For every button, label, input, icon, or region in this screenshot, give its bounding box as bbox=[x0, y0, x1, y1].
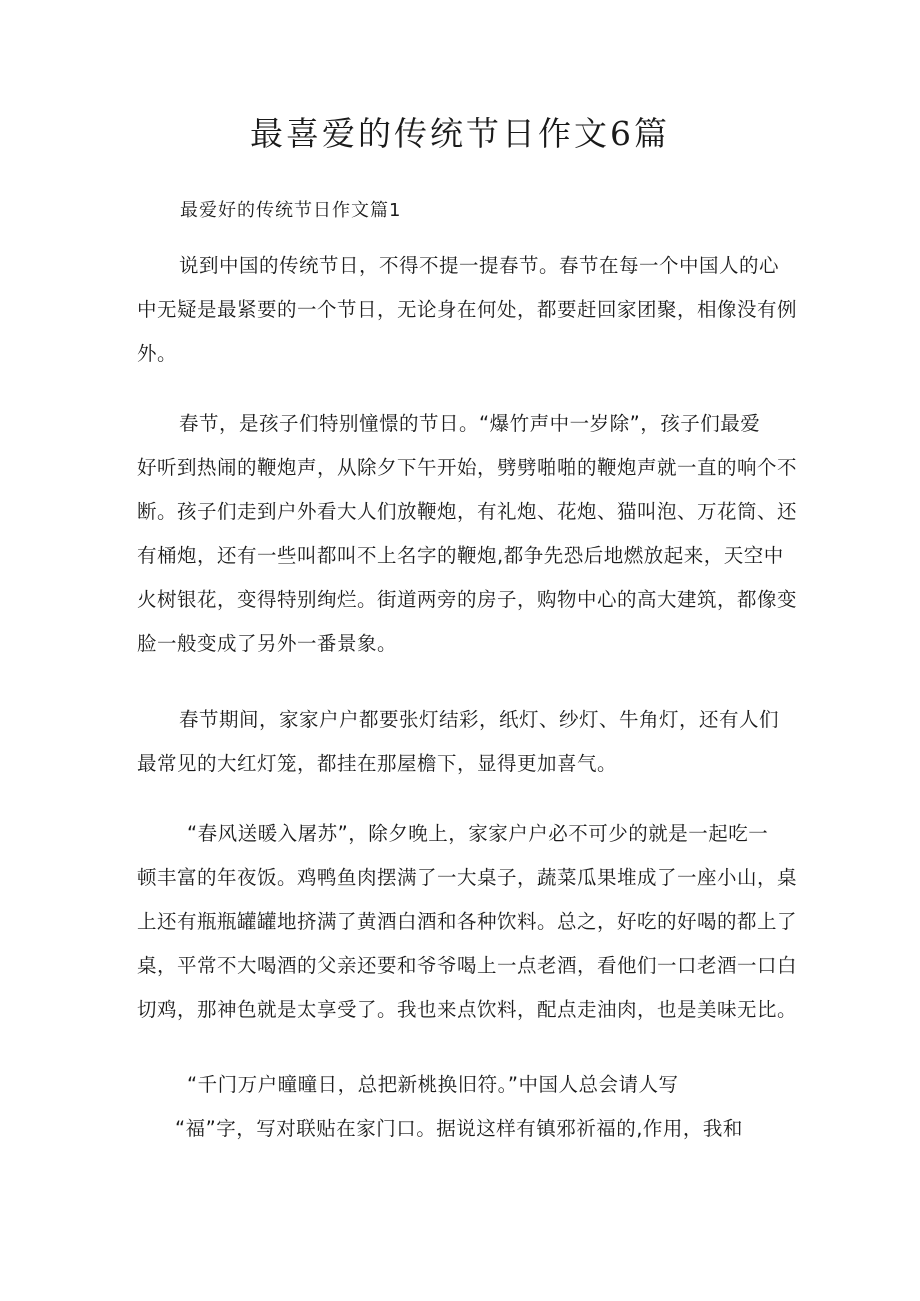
text-line: 说到中国的传统节日，不得不提一提春节。春节在每一个中国人的心 bbox=[179, 254, 780, 277]
text-line: 中无疑是最紧要的一个节日，无论身在何处，都要赶回家团聚，相像没有例 bbox=[137, 298, 798, 321]
text-line: 桌，平常不大喝酒的父亲还要和爷爷喝上一点老酒，看他们一口老酒一口白 bbox=[137, 954, 798, 977]
paragraph-5 bbox=[137, 1063, 793, 1151]
text-line: 最常见的大红灯笼，都挂在那屋檐下，显得更加喜气。 bbox=[137, 752, 618, 775]
text-line: 断。孩子们走到户外看大人们放鞭炮，有礼炮、花炮、猫叫泡、万花筒、还 bbox=[137, 500, 798, 523]
page-title: 最喜爱的传统节日作文6篇 bbox=[250, 114, 670, 153]
paragraph-1 bbox=[137, 244, 798, 376]
text-line: 春节，是孩子们特别憧憬的节日。“爆竹声中一岁除”，孩子们最爱 bbox=[179, 412, 761, 435]
text-line: 上还有瓶瓶罐罐地挤满了黄酒白酒和各种饮料。总之，好吃的好喝的都上了 bbox=[137, 910, 798, 933]
text-line: 好听到热闹的鞭炮声，从除夕下午开始，劈劈啪啪的鞭炮声就一直的响个不 bbox=[137, 456, 798, 479]
text-line: 脸一般变成了另外一番景象。 bbox=[137, 632, 398, 655]
text-line: 外。 bbox=[137, 342, 178, 365]
text-line: 火树银花，变得特别绚烂。街道两旁的房子，购物中心的高大建筑，都像变 bbox=[137, 588, 798, 611]
text-line: “福”字，写对联贴在家门口。据说这样有镇邪祈福的,作用，我和 bbox=[175, 1117, 743, 1140]
text-line: 春节期间，家家户户都要张灯结彩，纸灯、纱灯、牛角灯，还有人们 bbox=[179, 708, 780, 731]
paragraph-4 bbox=[137, 812, 798, 1032]
section-heading: 最爱好的传统节日作文篇1 bbox=[180, 200, 402, 221]
text-line: “千门万户曈曈日，总把新桃换旧符。”中国人总会请人写 bbox=[187, 1073, 679, 1096]
text-line: 顿丰富的年夜饭。鸡鸭鱼肉摆满了一大桌子，蔬菜瓜果堆成了一座小山，桌 bbox=[137, 866, 798, 889]
paragraph-3 bbox=[137, 698, 793, 786]
paragraph-2 bbox=[137, 402, 798, 666]
text-line: 有桶炮，还有一些叫都叫不上名字的鞭炮,都争先恐后地燃放起来，天空中 bbox=[137, 544, 784, 567]
text-line: 切鸡，那神色就是太享受了。我也来点饮料，配点走油肉，也是美味无比。 bbox=[137, 998, 798, 1021]
text-line: “春风送暖入屠苏”，除夕晚上，家家户户必不可少的就是一起吃一 bbox=[187, 822, 769, 845]
